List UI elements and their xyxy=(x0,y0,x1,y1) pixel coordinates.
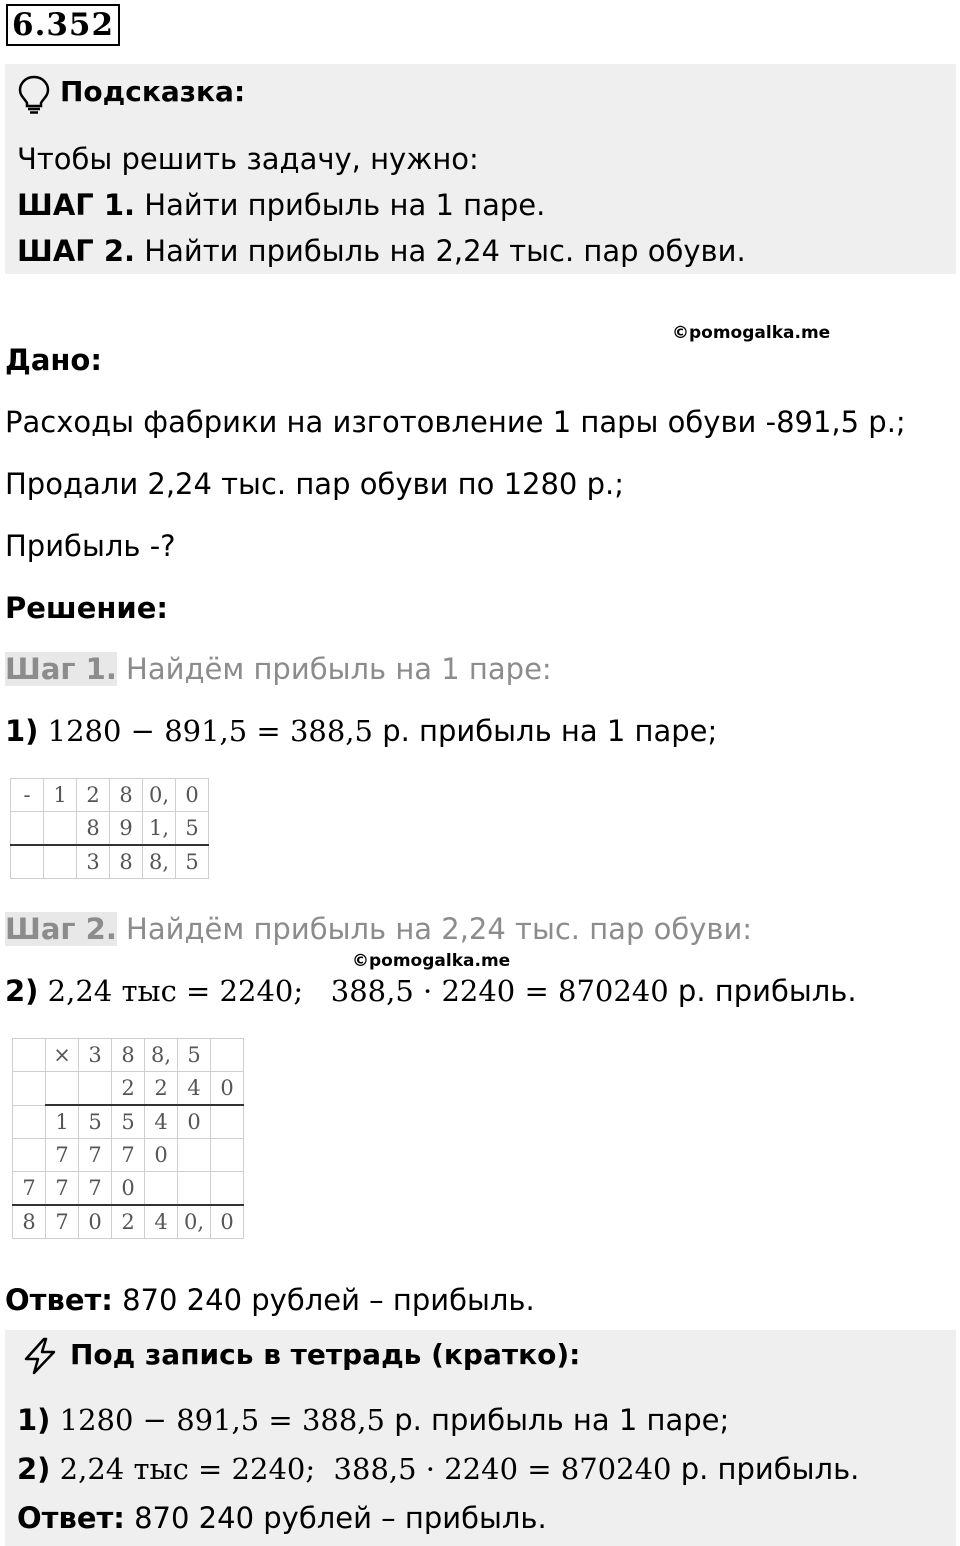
grid-cell: 2 xyxy=(145,1072,178,1106)
grid-cell: 7 xyxy=(13,1172,46,1206)
grid-cell xyxy=(11,845,44,879)
grid-cell xyxy=(211,1105,244,1139)
grid-row xyxy=(13,1072,244,1106)
hint-step-1-label: ШАГ 1. xyxy=(17,188,136,222)
short-answer-line xyxy=(17,1501,547,1535)
grid-cell xyxy=(13,1039,46,1072)
grid-cell xyxy=(11,812,44,846)
line-2-text: р. прибыль. xyxy=(668,974,857,1008)
grid-cell xyxy=(211,1039,244,1072)
grid-row xyxy=(13,1172,244,1206)
step-1-text: Найдём прибыль на 1 паре: xyxy=(116,652,552,686)
line-2-math: 2,24 тыс = 2240; 388,5 · 2240 = 870240 xyxy=(47,974,669,1008)
short-line-2-number: 2) xyxy=(17,1452,51,1486)
grid-cell: 4 xyxy=(145,1205,178,1239)
grid-cell: 7 xyxy=(46,1205,79,1239)
step-1-label: Шаг 1. xyxy=(5,652,117,686)
grid-cell: 7 xyxy=(46,1172,79,1206)
hint-title: Подсказка: xyxy=(60,75,246,108)
hint-step-2 xyxy=(17,234,746,268)
grid-cell: 8, xyxy=(145,1039,178,1072)
short-line-1-number: 1) xyxy=(17,1403,51,1437)
grid-row xyxy=(13,1105,244,1139)
short-line-1 xyxy=(17,1403,729,1437)
grid-cell xyxy=(44,845,77,879)
grid-cell: 2 xyxy=(77,779,110,812)
grid-row xyxy=(11,812,209,846)
grid-cell xyxy=(178,1139,211,1172)
grid-cell: 8 xyxy=(112,1039,145,1072)
grid-cell: 1 xyxy=(46,1105,79,1139)
answer-text: 870 240 рублей – прибыль. xyxy=(112,1283,535,1317)
grid-cell: 8 xyxy=(77,812,110,846)
solution-line-2 xyxy=(5,974,857,1008)
grid-cell: 8 xyxy=(110,779,143,812)
grid-cell: 7 xyxy=(79,1139,112,1172)
grid-cell: - xyxy=(11,779,44,812)
given-line-3: Прибыль -? xyxy=(5,529,176,563)
short-answer-text: 870 240 рублей – прибыль. xyxy=(124,1501,547,1535)
grid-cell xyxy=(145,1172,178,1206)
answer-label: Ответ: xyxy=(5,1283,113,1317)
grid-cell: 4 xyxy=(145,1105,178,1139)
grid-cell xyxy=(44,812,77,846)
step-2-label: Шаг 2. xyxy=(5,912,117,946)
grid-row xyxy=(13,1139,244,1172)
hint-step-2-label: ШАГ 2. xyxy=(17,234,136,268)
grid-cell: 2 xyxy=(112,1072,145,1106)
line-2-number: 2) xyxy=(5,974,39,1008)
given-title: Дано: xyxy=(5,343,102,377)
grid-row xyxy=(11,845,209,879)
grid-cell: 7 xyxy=(46,1139,79,1172)
grid-cell xyxy=(211,1172,244,1206)
short-title: Под запись в тетрадь (кратко): xyxy=(70,1338,581,1371)
answer-line xyxy=(5,1283,535,1317)
short-line-2 xyxy=(17,1452,859,1486)
grid-cell: 9 xyxy=(110,812,143,846)
lightning-icon xyxy=(20,1336,60,1376)
grid-cell: 8 xyxy=(110,845,143,879)
grid-row xyxy=(11,779,209,812)
given-line-2: Продали 2,24 тыс. пар обуви по 1280 р.; xyxy=(5,467,624,501)
given-line-1: Расходы фабрики на изготовление 1 пары обуви -891,5 р.; xyxy=(5,405,906,439)
hint-step-2-text: Найти прибыль на 2,24 тыс. пар обуви. xyxy=(135,234,746,268)
hint-step-1-text: Найти прибыль на 1 паре. xyxy=(135,188,546,222)
grid-cell: 3 xyxy=(79,1039,112,1072)
grid-cell: 0 xyxy=(176,779,209,812)
grid-cell: 5 xyxy=(79,1105,112,1139)
hint-step-1 xyxy=(17,188,545,222)
step-2-text: Найдём прибыль на 2,24 тыс. пар обуви: xyxy=(116,912,753,946)
short-line-1-text: р. прибыль на 1 паре; xyxy=(384,1403,730,1437)
grid-cell: 1 xyxy=(44,779,77,812)
grid-cell: × xyxy=(46,1039,79,1072)
grid-cell: 0 xyxy=(79,1205,112,1239)
grid-cell: 0 xyxy=(112,1172,145,1206)
grid-cell xyxy=(211,1139,244,1172)
short-line-2-math: 2,24 тыс = 2240; 388,5 · 2240 = 870240 xyxy=(59,1452,672,1486)
solution-step-2 xyxy=(5,912,752,946)
grid-cell xyxy=(13,1072,46,1106)
hint-intro: Чтобы решить задачу, нужно: xyxy=(17,142,479,176)
grid-row xyxy=(13,1205,244,1239)
line-1-number: 1) xyxy=(5,714,39,748)
grid-cell: 0 xyxy=(211,1205,244,1239)
grid-cell: 0, xyxy=(178,1205,211,1239)
grid-cell: 5 xyxy=(176,812,209,846)
line-1-text: р. прибыль на 1 паре; xyxy=(372,714,718,748)
problem-number: 6.352 xyxy=(6,4,120,46)
grid-cell xyxy=(46,1072,79,1106)
lightbulb-icon xyxy=(17,74,51,114)
short-line-2-text: р. прибыль. xyxy=(671,1452,860,1486)
grid-cell xyxy=(79,1072,112,1106)
grid-cell: 5 xyxy=(176,845,209,879)
grid-cell xyxy=(13,1139,46,1172)
grid-cell xyxy=(13,1105,46,1139)
solution-title: Решение: xyxy=(5,591,169,625)
watermark: ©pomogalka.me xyxy=(352,951,511,971)
grid-cell: 5 xyxy=(178,1039,211,1072)
grid-cell: 0 xyxy=(178,1105,211,1139)
grid-row xyxy=(13,1039,244,1072)
grid-cell: 8 xyxy=(13,1205,46,1239)
grid-cell: 8, xyxy=(143,845,176,879)
grid-cell: 7 xyxy=(112,1139,145,1172)
grid-cell: 1, xyxy=(143,812,176,846)
short-line-1-math: 1280 − 891,5 = 388,5 xyxy=(59,1403,385,1437)
line-1-math: 1280 − 891,5 = 388,5 xyxy=(47,714,373,748)
multiplication-grid xyxy=(12,1038,244,1239)
short-answer-label: Ответ: xyxy=(17,1501,125,1535)
solution-line-1 xyxy=(5,714,717,748)
grid-cell: 2 xyxy=(112,1205,145,1239)
grid-cell: 5 xyxy=(112,1105,145,1139)
grid-cell xyxy=(178,1172,211,1206)
grid-cell: 0 xyxy=(145,1139,178,1172)
grid-cell: 0 xyxy=(211,1072,244,1106)
subtraction-grid xyxy=(10,778,209,879)
grid-cell: 3 xyxy=(77,845,110,879)
solution-step-1 xyxy=(5,652,552,686)
grid-cell: 4 xyxy=(178,1072,211,1106)
grid-cell: 0, xyxy=(143,779,176,812)
watermark: ©pomogalka.me xyxy=(672,323,831,343)
grid-cell: 7 xyxy=(79,1172,112,1206)
